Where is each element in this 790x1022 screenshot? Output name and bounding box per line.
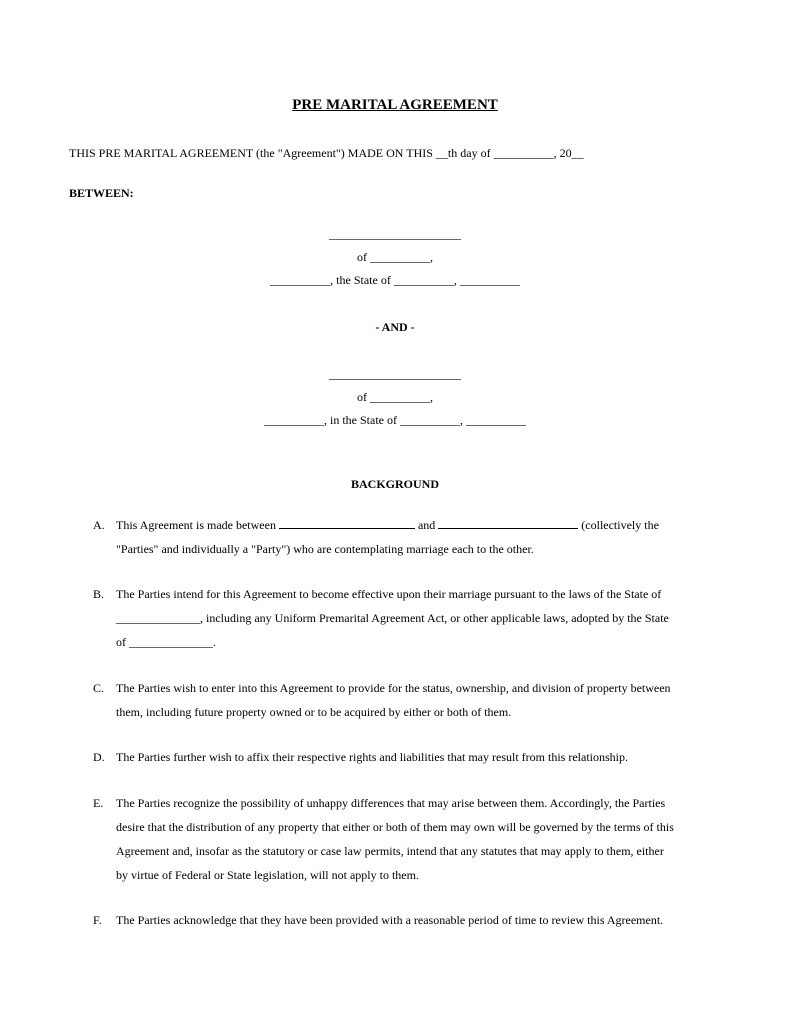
item-e-line3: Agreement and, insofar as the statutory or case law permits, intend that any statutes that may apply to them, either — [116, 844, 664, 858]
item-a-text-part2: and — [417, 518, 436, 532]
item-d-line1: The Parties further wish to affix their respective rights and liabilities that may result from this relationship. — [116, 750, 628, 764]
party1-name-line: ______________________ — [329, 227, 461, 241]
party1-state-line: __________, the State of __________, __________ — [270, 273, 520, 287]
item-letter: A. — [93, 518, 105, 532]
party-b-name-blank — [438, 517, 578, 529]
between-label: BETWEEN: — [69, 186, 134, 200]
party2-of-line: of __________, — [357, 390, 433, 404]
item-e-line4: by virtue of Federal or State legislation, will not apply to them. — [116, 868, 419, 882]
item-b-text — [116, 582, 716, 654]
item-a-text — [116, 513, 716, 561]
party1-of-line: of __________, — [357, 250, 433, 264]
item-c-line1: The Parties wish to enter into this Agreement to provide for the status, ownership, and division of property between — [116, 681, 671, 695]
item-letter: E. — [93, 796, 104, 810]
item-letter: C. — [93, 681, 105, 695]
item-a-text-part3: (collectively the — [581, 518, 659, 532]
background-heading: BACKGROUND — [350, 477, 439, 491]
item-e-text — [116, 791, 716, 887]
item-d-text — [116, 745, 716, 769]
item-f-text — [116, 908, 716, 932]
item-letter: D. — [93, 750, 105, 764]
item-c-text — [116, 676, 716, 724]
party2-state-line: __________, in the State of __________, __________ — [264, 413, 526, 427]
item-letter: F. — [93, 913, 102, 927]
item-e-line2: desire that the distribution of any property that either or both of them may own will be governed by the terms of this — [116, 820, 674, 834]
and-label: - AND - — [375, 320, 415, 334]
intro-line: THIS PRE MARITAL AGREEMENT (the "Agreement") MADE ON THIS __th day of __________, 20__ — [69, 146, 584, 160]
item-c-line2: them, including future property owned or to be acquired by either or both of them. — [116, 705, 512, 719]
item-b-line2: ______________, including any Uniform Premarital Agreement Act, or other applicable laws, adopted by the State — [116, 611, 669, 625]
item-letter: B. — [93, 587, 105, 601]
document-title: PRE MARITAL AGREEMENT — [292, 97, 498, 113]
party2-name-line: ______________________ — [329, 367, 461, 381]
party-a-name-blank — [279, 517, 415, 529]
item-f-line1: The Parties acknowledge that they have been provided with a reasonable period of time to review this Agreement. — [116, 913, 664, 927]
item-a-text-part1: This Agreement is made between — [116, 518, 276, 532]
item-e-line1: The Parties recognize the possibility of unhappy differences that may arise between them. Accordingly, the Parties — [116, 796, 666, 810]
item-b-line1: The Parties intend for this Agreement to become effective upon their marriage pursuant to the laws of the State of — [116, 587, 662, 601]
item-b-line3: of ______________. — [116, 635, 216, 649]
item-a-text-line2: "Parties" and individually a "Party") who are contemplating marriage each to the other. — [116, 542, 534, 556]
